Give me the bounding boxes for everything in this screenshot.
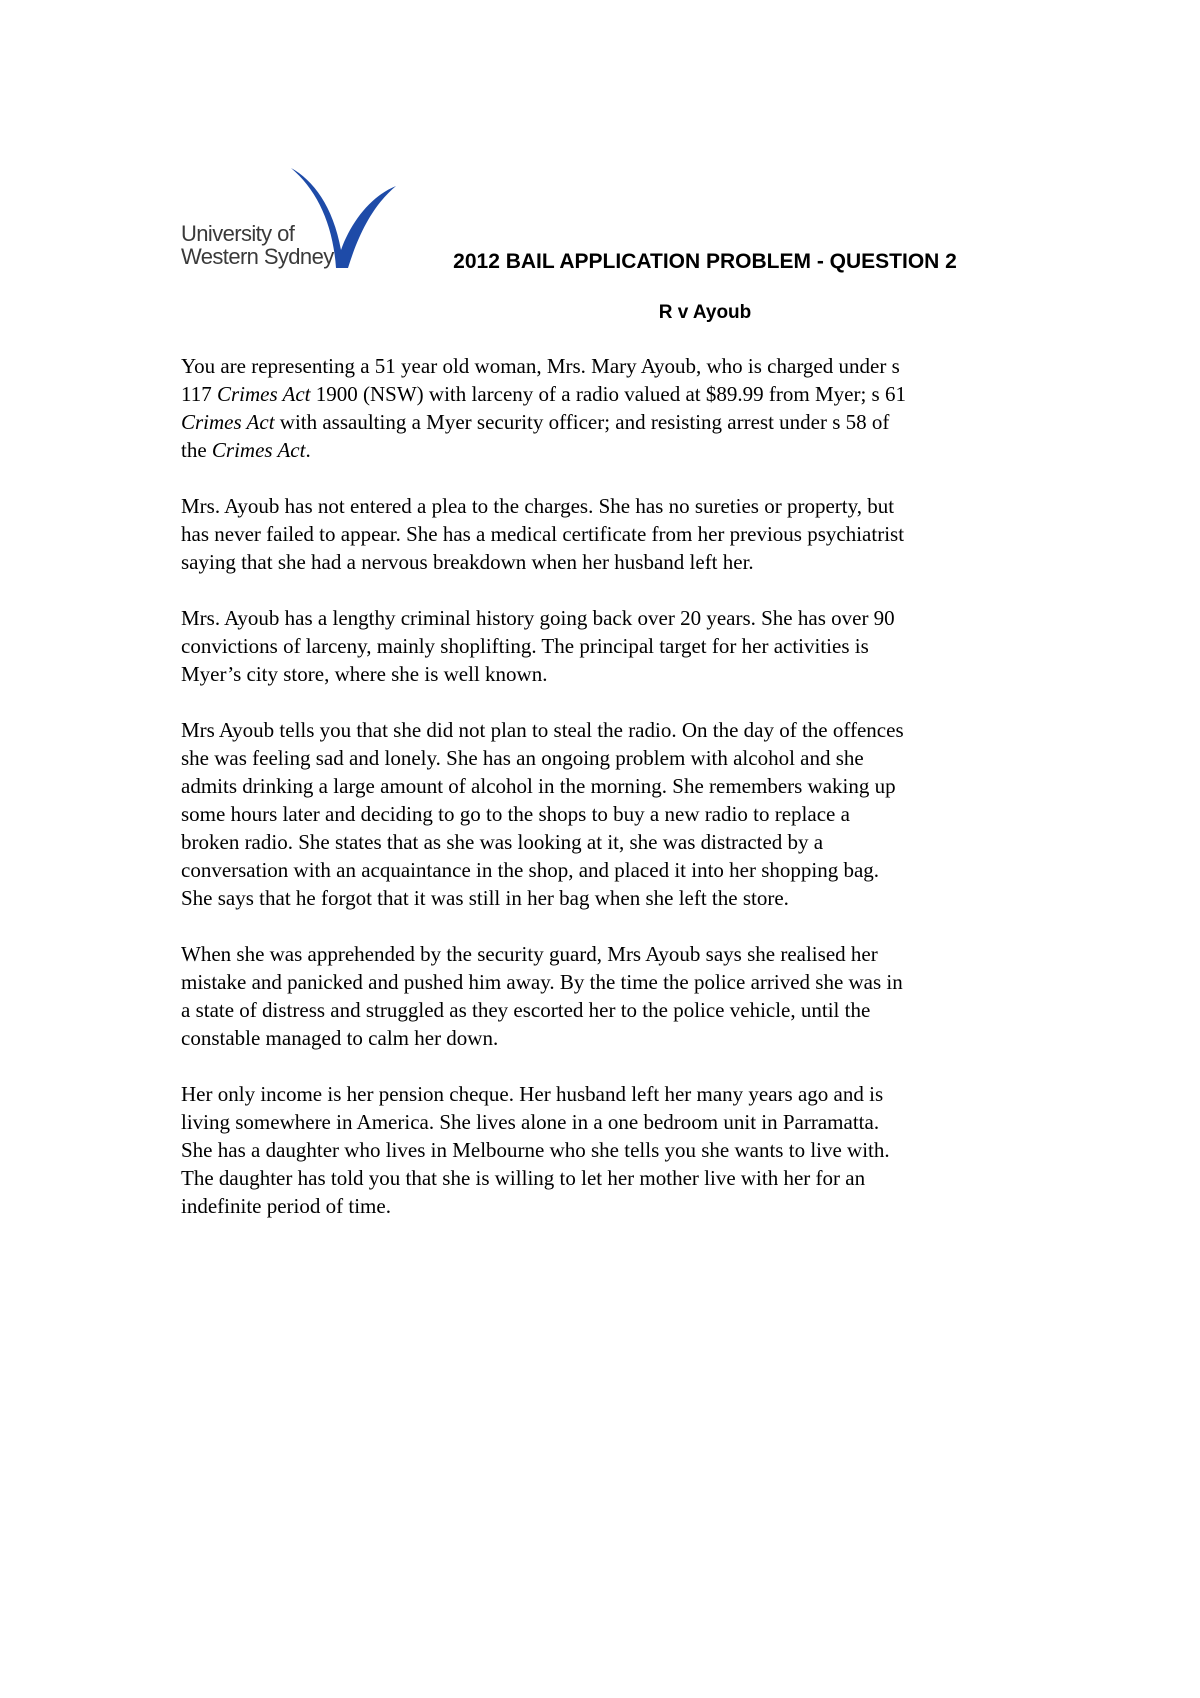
text-run: indefinite period of time. — [181, 1194, 391, 1218]
document-title: 2012 BAIL APPLICATION PROBLEM - QUESTION 2 — [453, 250, 957, 273]
text-line — [181, 940, 1031, 968]
body-paragraph — [181, 352, 1031, 464]
text-run: conversation with an acquaintance in the shop, and placed it into her shopping bag. — [181, 858, 880, 882]
text-run: You are representing a 51 year old woman, Mrs. Mary Ayoub, who is charged under s — [181, 354, 900, 378]
text-run: The daughter has told you that she is willing to let her mother live with her for an — [181, 1166, 866, 1190]
text-run: 1900 (NSW) with larceny of a radio valued at $89.99 from Myer; s 61 — [310, 382, 906, 406]
logo-line-university: University of — [181, 221, 295, 246]
text-line — [181, 1108, 1031, 1136]
text-line — [181, 492, 1031, 520]
text-run: Myer’s city store, where she is well known. — [181, 662, 548, 686]
document-body — [181, 352, 1031, 1248]
text-line — [181, 800, 1031, 828]
text-line — [181, 604, 1031, 632]
text-run: has never failed to appear. She has a medical certificate from her previous psychiatrist — [181, 522, 905, 546]
text-line — [181, 1164, 1031, 1192]
logo-wordmark — [181, 222, 334, 268]
text-run: broken radio. She states that as she was looking at it, she was distracted by a — [181, 830, 824, 854]
text-line — [181, 772, 1031, 800]
text-run: constable managed to calm her down. — [181, 1026, 499, 1050]
text-line — [181, 968, 1031, 996]
text-line — [181, 548, 1031, 576]
text-line — [181, 884, 1031, 912]
text-run: When she was apprehended by the security guard, Mrs Ayoub says she realised her — [181, 942, 878, 966]
text-line — [181, 1024, 1031, 1052]
text-run: with assaulting a Myer security officer; and resisting arrest under s 58 of — [274, 410, 890, 434]
text-line — [181, 352, 1031, 380]
text-run: the — [181, 438, 212, 462]
text-run: She says that he forgot that it was still in her bag when she left the store. — [181, 886, 789, 910]
text-line — [181, 856, 1031, 884]
text-run: a state of distress and struggled as they escorted her to the police vehicle, until the — [181, 998, 871, 1022]
text-line — [181, 828, 1031, 856]
body-paragraph — [181, 604, 1031, 688]
text-run: Mrs. Ayoub has not entered a plea to the charges. She has no sureties or property, but — [181, 494, 895, 518]
document-subtitle: R v Ayoub — [658, 302, 752, 323]
body-paragraph — [181, 940, 1031, 1052]
body-paragraph — [181, 492, 1031, 576]
text-run: living somewhere in America. She lives alone in a one bedroom unit in Parramatta. — [181, 1110, 880, 1134]
text-line — [181, 380, 1031, 408]
body-paragraph — [181, 1080, 1031, 1220]
text-run: mistake and panicked and pushed him away. By the time the police arrived she was in — [181, 970, 903, 994]
italic-text: Crimes Act — [216, 382, 311, 406]
text-line — [181, 520, 1031, 548]
text-line — [181, 1136, 1031, 1164]
text-run: admits drinking a large amount of alcohol in the morning. She remembers waking up — [181, 774, 896, 798]
text-run: Mrs. Ayoub has a lengthy criminal history going back over 20 years. She has over 90 — [181, 606, 895, 630]
text-line — [181, 1192, 1031, 1220]
text-run: some hours later and deciding to go to the shops to buy a new radio to replace a — [181, 802, 850, 826]
text-run: Her only income is her pension cheque. Her husband left her many years ago and is — [181, 1082, 884, 1106]
text-run: Mrs Ayoub tells you that she did not plan to steal the radio. On the day of the offences — [181, 718, 904, 742]
text-line — [181, 408, 1031, 436]
text-run: She has a daughter who lives in Melbourne who she tells you she wants to live with. — [181, 1138, 890, 1162]
text-line — [181, 632, 1031, 660]
text-line — [181, 996, 1031, 1024]
text-run: saying that she had a nervous breakdown when her husband left her. — [181, 550, 754, 574]
text-run: 117 — [181, 382, 217, 406]
italic-text: Crimes Act — [181, 410, 275, 434]
text-run: she was feeling sad and lonely. She has an ongoing problem with alcohol and she — [181, 746, 864, 770]
body-paragraph — [181, 716, 1031, 912]
text-line — [181, 436, 1031, 464]
text-line — [181, 744, 1031, 772]
text-line — [181, 716, 1031, 744]
logo-line-western-sydney: Western Sydney — [181, 244, 334, 269]
text-line — [181, 1080, 1031, 1108]
text-line — [181, 660, 1031, 688]
text-run: convictions of larceny, mainly shoplifting. The principal target for her activities is — [181, 634, 869, 658]
text-run: . — [305, 438, 311, 462]
italic-text: Crimes Act — [211, 438, 306, 462]
